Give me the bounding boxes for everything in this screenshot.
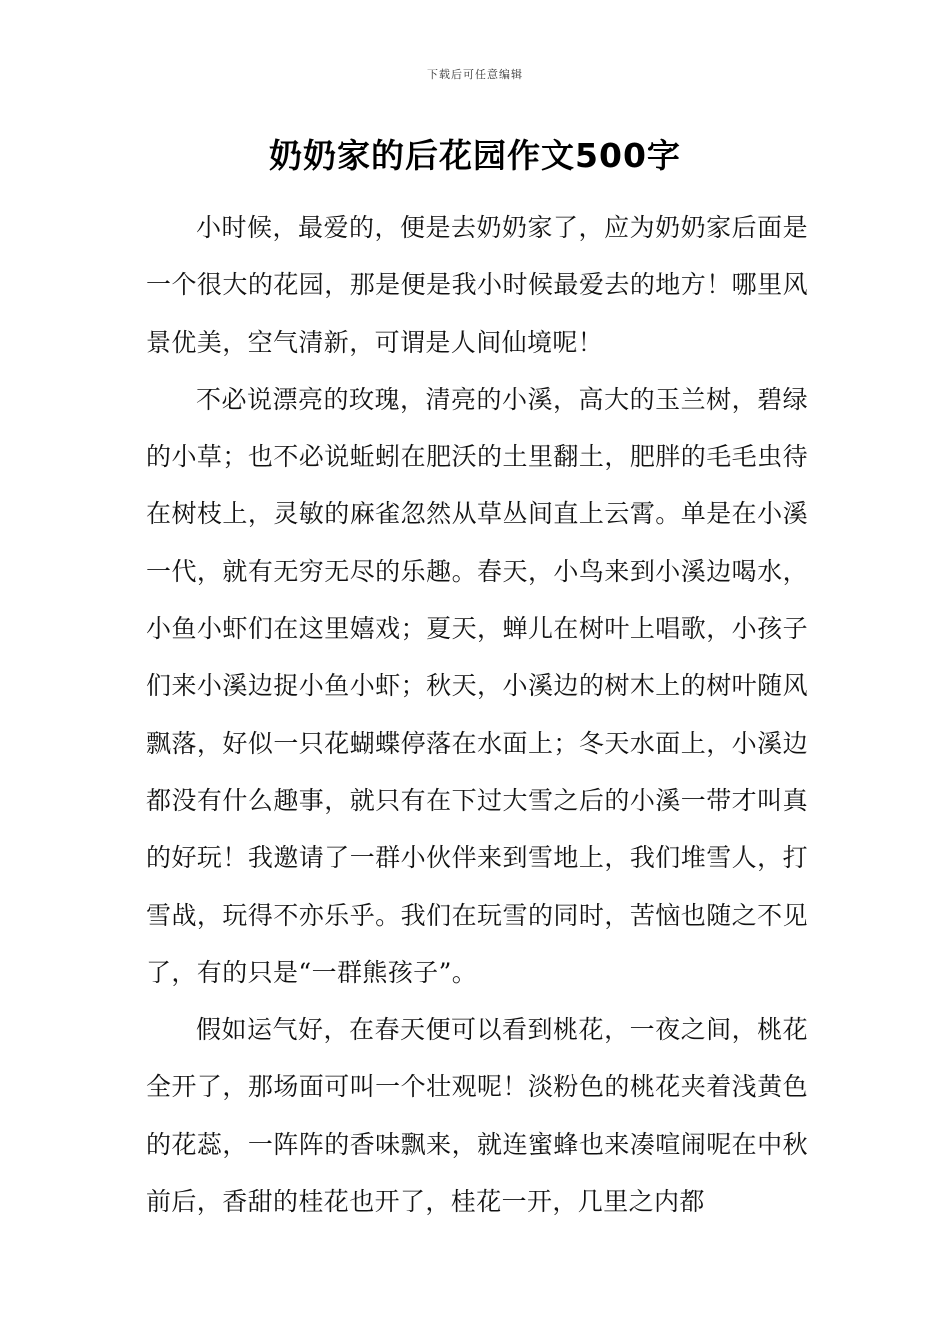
essay-body <box>146 199 808 1230</box>
header-note: 下载后可任意编辑 <box>427 68 523 81</box>
paragraph-2: 不必说漂亮的玫瑰，清亮的小溪，高大的玉兰树，碧绿的小草；也不必说蚯蚓在肥沃的土里翻土，肥胖的毛毛虫待在树枝上，灵敏的麻雀忽然从草丛间直上云霄。单是在小溪一代，就有无穷无尽的乐趣。春天，小鸟来到小溪边喝水，小鱼小虾们在这里嬉戏；夏天，蝉儿在树叶上唱歌，小孩子们来小溪边捉小鱼小虾；秋天，小溪边的树木上的树叶随风飘落，好似一只花蝴蝶停落在水面上；冬天水面上，小溪边都没有什么趣事，就只有在下过大雪之后的小溪一带才叫真的好玩！我邀请了一群小伙伴来到雪地上，我们堆雪人，打雪战，玩得不亦乐乎。我们在玩雪的同时，苦恼也随之不见了，有的只是“一群熊孩子”。 <box>146 384 808 987</box>
paragraph-3: 假如运气好，在春天便可以看到桃花，一夜之间，桃花全开了，那场面可叫一个壮观呢！淡粉色的桃花夹着浅黄色的花蕊，一阵阵的香味飘来，就连蜜蜂也来凑喧闹呢在中秋前后，香甜的桂花也开了，桂花一开，几里之内都 <box>146 1015 808 1217</box>
paragraph-1: 小时候，最爱的，便是去奶奶家了，应为奶奶家后面是一个很大的花园，那是便是我小时候最爱去的地方！哪里风景优美，空气清新，可谓是人间仙境呢！ <box>146 213 808 357</box>
page-title: 奶奶家的后花园作文500字 <box>269 136 681 175</box>
